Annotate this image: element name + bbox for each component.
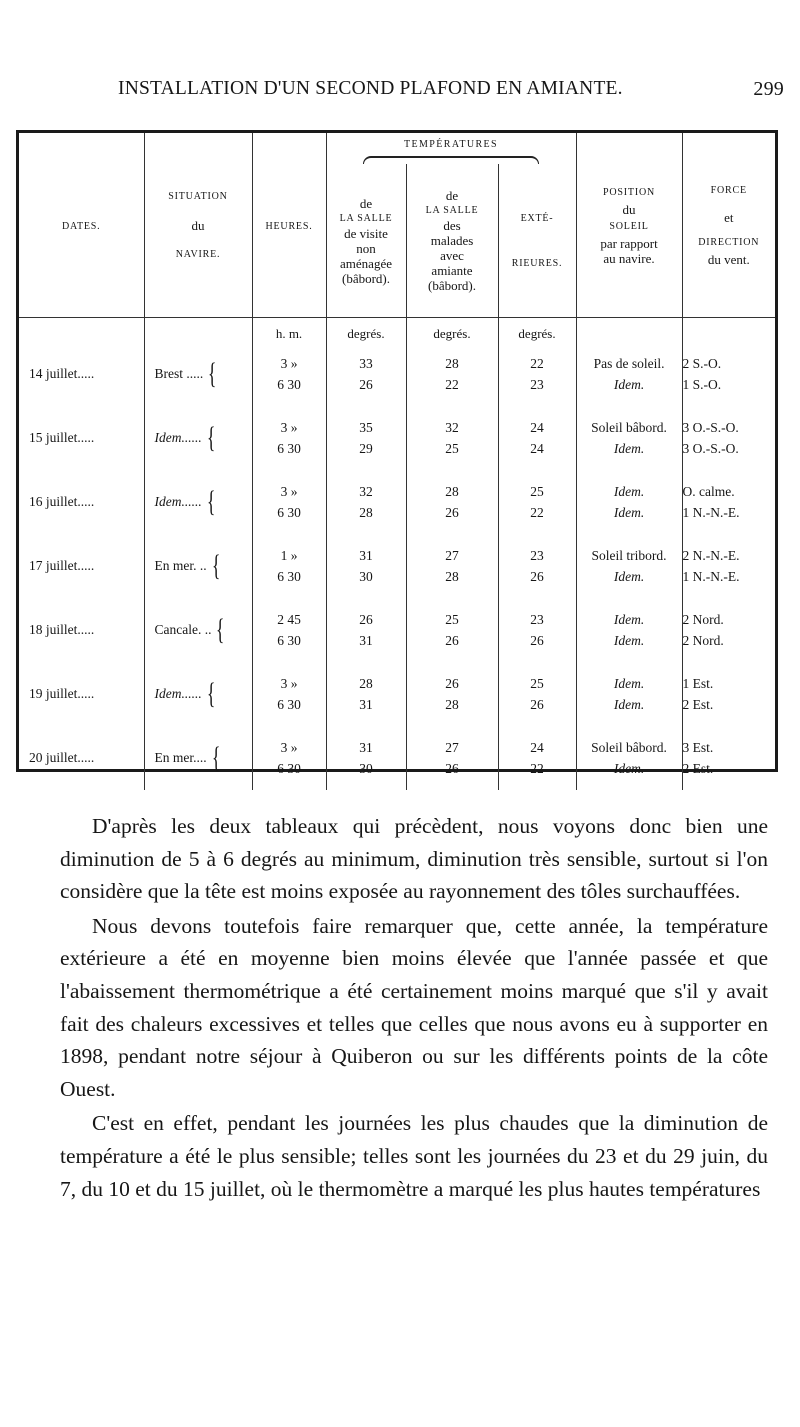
- temp-value: 28: [445, 569, 459, 584]
- date-cell: 16 juillet.....: [29, 494, 95, 509]
- temp-value: 31: [359, 740, 373, 755]
- temperature-table: [19, 133, 775, 790]
- salle-malades-cell: [406, 534, 498, 598]
- exterieures-cell: [498, 662, 576, 726]
- position-value: Idem.: [613, 633, 645, 648]
- position-value: Idem.: [613, 484, 645, 499]
- wind-value: 2 S.-O.: [682, 356, 722, 371]
- situation-cell: [144, 342, 252, 406]
- header-position-soleil: POSITION du SOLEIL par rapport au navire.: [576, 133, 682, 318]
- temp-value: 26: [359, 377, 373, 392]
- brace-glyph: {: [206, 421, 216, 454]
- brace-glyph: {: [206, 677, 216, 710]
- temp-value: 26: [359, 612, 373, 627]
- salle-visite-cell: [326, 342, 406, 406]
- situation-label: Brest .....: [154, 366, 204, 381]
- temperature-table-frame: [16, 130, 778, 776]
- date-cell: 17 juillet.....: [29, 558, 95, 573]
- body-text: [60, 810, 768, 1205]
- position-soleil-cell: [576, 662, 682, 726]
- position-value: Soleil bâbord.: [591, 740, 667, 755]
- temp-value: 31: [359, 633, 373, 648]
- position-value: Idem.: [613, 697, 645, 712]
- wind-value: 3 Est.: [682, 740, 714, 755]
- running-title: INSTALLATION D'UN SECOND PLAFOND EN AMIANTE.: [118, 78, 623, 99]
- unit-salle-malades: degrés.: [406, 318, 498, 343]
- table-row: [19, 342, 775, 406]
- salle-malades-cell: [406, 342, 498, 406]
- temp-value: 26: [530, 633, 544, 648]
- paragraph: Nous devons toutefois faire remarquer que, cette année, la température extérieure a été en moyenne bien moins élevée que l'année passée et que l'abaissement thermométrique a été certainement moins marqué que s'il y avait fait des chaleurs excessives et telles que celles que nous avons eu à supporter en 1898, pendant notre séjour à Quiberon ou sur les différents points de la côte Ouest.: [60, 913, 768, 1101]
- header-temperatures: TEMPÉRATURES: [326, 133, 576, 164]
- temp-value: 31: [359, 697, 373, 712]
- heure-value: 6 30: [277, 505, 301, 520]
- temp-value: 25: [530, 484, 544, 499]
- header-exterieures: EXTÉ- RIEURES.: [498, 164, 576, 318]
- temp-value: 26: [445, 505, 459, 520]
- temp-value: 22: [445, 377, 459, 392]
- situation-label: Cancale. ..: [154, 622, 212, 637]
- temp-value: 23: [530, 612, 544, 627]
- date-cell: 19 juillet.....: [29, 686, 95, 701]
- temp-value: 28: [445, 484, 459, 499]
- exterieures-cell: [498, 534, 576, 598]
- heure-value: 6 30: [277, 569, 301, 584]
- salle-malades-cell: [406, 406, 498, 470]
- exterieures-cell: [498, 406, 576, 470]
- table-row: [19, 470, 775, 534]
- salle-malades-cell: [406, 726, 498, 790]
- exterieures-cell: [498, 470, 576, 534]
- unit-heures: h. m.: [252, 318, 326, 343]
- heure-value: 2 45: [277, 612, 301, 627]
- situation-label: Idem......: [154, 686, 202, 701]
- salle-visite-cell: [326, 406, 406, 470]
- temp-value: 31: [359, 548, 373, 563]
- position-value: Soleil tribord.: [591, 548, 667, 563]
- position-value: Pas de soleil.: [593, 356, 665, 371]
- temp-value: 27: [445, 548, 459, 563]
- temp-value: 35: [359, 420, 373, 435]
- temp-value: 24: [530, 441, 544, 456]
- heure-value: 3 »: [280, 356, 298, 371]
- table-row: [19, 406, 775, 470]
- temp-value: 28: [445, 356, 459, 371]
- header-heures: HEURES.: [252, 133, 326, 318]
- position-value: Idem.: [613, 676, 645, 691]
- brace-glyph: {: [206, 485, 216, 518]
- salle-visite-cell: [326, 598, 406, 662]
- situation-label: En mer....: [154, 750, 207, 765]
- position-value: Idem.: [613, 612, 645, 627]
- temp-value: 26: [445, 633, 459, 648]
- temp-value: 22: [530, 356, 544, 371]
- salle-visite-cell: [326, 470, 406, 534]
- heures-cell: [252, 342, 326, 406]
- exterieures-cell: [498, 598, 576, 662]
- temp-value: 27: [445, 740, 459, 755]
- brace-glyph: {: [208, 357, 217, 390]
- situation-cell: [144, 598, 252, 662]
- temp-value: 26: [445, 676, 459, 691]
- position-value: Idem.: [613, 441, 645, 456]
- header-salle-malades: de LA SALLE des malades avec amiante (bâbord).: [406, 164, 498, 318]
- date-cell: 20 juillet.....: [29, 750, 95, 765]
- situation-label: Idem......: [154, 430, 202, 445]
- table-row: [19, 726, 775, 790]
- temp-value: 22: [530, 505, 544, 520]
- wind-value: 3 O.-S.-O.: [682, 420, 739, 435]
- temp-value: 29: [359, 441, 373, 456]
- heure-value: 6 30: [277, 761, 301, 776]
- heure-value: 6 30: [277, 441, 301, 456]
- wind-value: 2 Est.: [682, 761, 714, 776]
- situation-cell: [144, 470, 252, 534]
- force-vent-cell: [682, 662, 775, 726]
- wind-value: 2 N.-N.-E.: [682, 548, 740, 563]
- heure-value: 3 »: [280, 676, 298, 691]
- situation-cell: [144, 406, 252, 470]
- wind-value: 1 Est.: [682, 676, 714, 691]
- exterieures-cell: [498, 726, 576, 790]
- situation-label: En mer. ..: [154, 558, 207, 573]
- temp-value: 25: [530, 676, 544, 691]
- wind-value: 2 Est.: [682, 697, 714, 712]
- salle-visite-cell: [326, 726, 406, 790]
- brace-glyph: {: [211, 741, 221, 774]
- wind-value: 1 S.-O.: [682, 377, 722, 392]
- wind-value: 1 N.-N.-E.: [682, 569, 740, 584]
- date-cell: 18 juillet.....: [29, 622, 95, 637]
- heures-cell: [252, 470, 326, 534]
- unit-salle-visite: degrés.: [326, 318, 406, 343]
- temp-value: 33: [359, 356, 373, 371]
- date-cell: 15 juillet.....: [29, 430, 95, 445]
- header-situation: SITUATION du NAVIRE.: [144, 133, 252, 318]
- wind-value: 2 Nord.: [682, 612, 724, 627]
- salle-malades-cell: [406, 470, 498, 534]
- temp-value: 25: [445, 612, 459, 627]
- running-head: [118, 78, 784, 100]
- header-force-vent: FORCE et DIRECTION du vent.: [682, 133, 775, 318]
- position-value: Idem.: [613, 569, 645, 584]
- temp-value: 28: [359, 505, 373, 520]
- position-value: Idem.: [613, 505, 645, 520]
- salle-visite-cell: [326, 662, 406, 726]
- force-vent-cell: [682, 726, 775, 790]
- temp-value: 26: [530, 697, 544, 712]
- heures-cell: [252, 662, 326, 726]
- table-body: [19, 342, 775, 790]
- temp-value: 30: [359, 761, 373, 776]
- table-row: [19, 662, 775, 726]
- position-soleil-cell: [576, 406, 682, 470]
- paragraph: C'est en effet, pendant les journées les plus chaudes que la diminution de température a été le plus sensible; telles sont les journées du 23 et du 29 juin, du 7, du 10 et du 15 juillet, où le thermomètre a marqué les plus hautes températures: [60, 1111, 768, 1201]
- temp-value: 24: [530, 740, 544, 755]
- exterieures-cell: [498, 342, 576, 406]
- force-vent-cell: [682, 598, 775, 662]
- salle-malades-cell: [406, 662, 498, 726]
- temp-value: 28: [359, 676, 373, 691]
- force-vent-cell: [682, 342, 775, 406]
- temp-value: 32: [445, 420, 459, 435]
- position-soleil-cell: [576, 342, 682, 406]
- temp-value: 30: [359, 569, 373, 584]
- position-value: Soleil bâbord.: [591, 420, 667, 435]
- heure-value: 3 »: [280, 740, 298, 755]
- temp-value: 24: [530, 420, 544, 435]
- situation-cell: [144, 534, 252, 598]
- temp-value: 22: [530, 761, 544, 776]
- heure-value: 3 »: [280, 484, 298, 499]
- table-row: [19, 598, 775, 662]
- force-vent-cell: [682, 406, 775, 470]
- position-soleil-cell: [576, 534, 682, 598]
- situation-cell: [144, 726, 252, 790]
- position-soleil-cell: [576, 470, 682, 534]
- wind-value: O. calme.: [682, 484, 735, 499]
- heure-value: 3 »: [280, 420, 298, 435]
- heures-cell: [252, 598, 326, 662]
- paragraph: D'après les deux tableaux qui précèdent, nous voyons donc bien une diminution de 5 à 6 degrés au minimum, diminution très sensible, surtout si l'on considère que la tête est moins exposée au rayonnement des tôles surchauffées.: [60, 814, 768, 904]
- heures-cell: [252, 534, 326, 598]
- temp-value: 23: [530, 548, 544, 563]
- heure-value: 6 30: [277, 633, 301, 648]
- units-row: [19, 318, 775, 343]
- table-row: [19, 534, 775, 598]
- header-salle-visite: de LA SALLE de visite non aménagée (bâbord).: [326, 164, 406, 318]
- salle-malades-cell: [406, 598, 498, 662]
- wind-value: 1 N.-N.-E.: [682, 505, 740, 520]
- temp-value: 23: [530, 377, 544, 392]
- heure-value: 1 »: [280, 548, 298, 563]
- temp-value: 32: [359, 484, 373, 499]
- temp-value: 26: [530, 569, 544, 584]
- group-brace: [363, 156, 539, 164]
- position-soleil-cell: [576, 726, 682, 790]
- situation-cell: [144, 662, 252, 726]
- unit-exterieures: degrés.: [498, 318, 576, 343]
- position-soleil-cell: [576, 598, 682, 662]
- page-number: 299: [753, 78, 784, 100]
- wind-value: 3 O.-S.-O.: [682, 441, 739, 456]
- heure-value: 6 30: [277, 377, 301, 392]
- heure-value: 6 30: [277, 697, 301, 712]
- brace-glyph: {: [211, 549, 221, 582]
- temp-value: 26: [445, 761, 459, 776]
- date-cell: 14 juillet.....: [29, 366, 95, 381]
- position-value: Idem.: [613, 377, 645, 392]
- force-vent-cell: [682, 534, 775, 598]
- temp-value: 28: [445, 697, 459, 712]
- temp-value: 25: [445, 441, 459, 456]
- situation-label: Idem......: [154, 494, 202, 509]
- brace-glyph: {: [216, 613, 226, 646]
- header-dates: DATES.: [62, 220, 101, 232]
- heures-cell: [252, 406, 326, 470]
- salle-visite-cell: [326, 534, 406, 598]
- wind-value: 2 Nord.: [682, 633, 724, 648]
- position-value: Idem.: [613, 761, 645, 776]
- heures-cell: [252, 726, 326, 790]
- force-vent-cell: [682, 470, 775, 534]
